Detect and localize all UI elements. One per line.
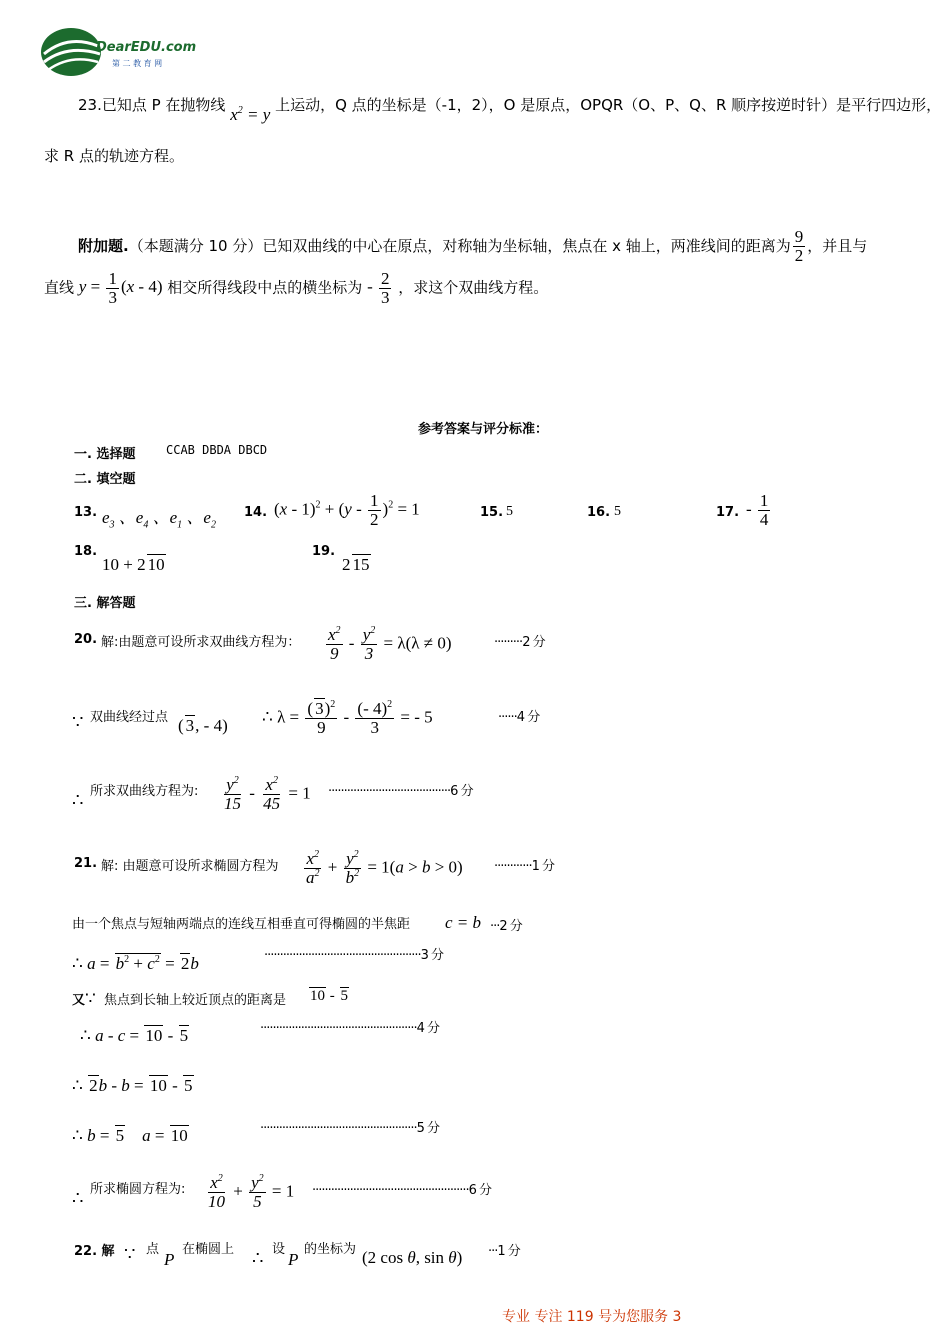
answer-17-number: 17. bbox=[716, 505, 740, 520]
q22-P-2: P bbox=[288, 1250, 299, 1269]
q20-line2-text: 双曲线经过点 bbox=[90, 710, 169, 725]
q22-on-ellipse: 在椭圆上 bbox=[182, 1242, 235, 1257]
q20-result: $\frac{y^2}{15}$ - $\frac{x^2}{45}$ = 1 bbox=[224, 775, 311, 813]
answer-15-number: 15. bbox=[480, 505, 504, 520]
q21-c-equals-b: c = b bbox=[445, 913, 482, 932]
q22-coord-text: 的坐标为 bbox=[304, 1242, 357, 1257]
site-logo bbox=[38, 24, 208, 84]
q20-score-6: ·······································6 分 bbox=[328, 784, 473, 799]
q21-distance: 10 - 5 bbox=[310, 988, 348, 1004]
extra-midpoint-value: - $\frac{2}{3}$ bbox=[367, 269, 390, 307]
q21-equation: $\frac{x^2}{a^2}$ + $\frac{y^2}{b^2}$ = 1(a > b > 0) bbox=[306, 849, 463, 887]
answer-17: - $\frac{1}{4}$ bbox=[746, 491, 769, 529]
answer-15: 5 bbox=[506, 504, 513, 519]
therefore-symbol-2: ∴ bbox=[72, 1188, 84, 1208]
q20-line1-text: 解:由题意可设所求双曲线方程为： bbox=[101, 635, 301, 650]
q23-line1: 23.已知点 P 在抛物线 $x^2 = y$ 上运动，Q 点的坐标是（-1，2），O 是原点，OPQR（O、P、Q、R 顺序按逆时针）是平行四边形， bbox=[78, 96, 942, 124]
section1-label: 一. 选择题 bbox=[74, 447, 136, 462]
q21-score-2: ···2 分 bbox=[490, 919, 522, 934]
logo-brand: DearEDU.com bbox=[96, 40, 197, 55]
because-symbol-1: ∵ bbox=[72, 712, 84, 732]
q21-score-4: ··················································4 分 bbox=[260, 1021, 440, 1036]
q21-score-6: ··················································6 分 bbox=[312, 1183, 492, 1198]
because-symbol-2: ∵ bbox=[124, 1244, 136, 1264]
therefore-symbol-1: ∴ bbox=[72, 790, 84, 810]
logo-subtitle: 第 二 教 育 网 bbox=[112, 59, 163, 68]
q20-score-4: ······4 分 bbox=[498, 710, 540, 725]
extra-line2: 直线 y = $\frac{1}{3}$ (x - 4) 相交所得线段中点的横坐标为 - $\frac{2}{3}$ ，求这个双曲线方程。 bbox=[44, 269, 549, 307]
page-footer: 专业 专注 119 号为您服务 3 bbox=[502, 1309, 682, 1325]
q21-line7-equation: ∴ b = 5 a = 10 bbox=[72, 1126, 188, 1145]
q21-score-3: ··················································3 分 bbox=[264, 948, 444, 963]
q21-line4-also: 又∵ bbox=[72, 989, 96, 1008]
q20-lambda-calc: ∴ λ = $\frac{( 3)^2}{9}$ - $\frac{(- 4)^2}{3}$ = - 5 bbox=[262, 699, 433, 737]
therefore-symbol-3: ∴ bbox=[252, 1248, 264, 1268]
q22-set: 设 bbox=[272, 1242, 286, 1257]
q20-line3-text: 所求双曲线方程为: bbox=[90, 784, 199, 799]
q21-line3-equation: ∴ $a = b^2 + c^2 = 2b$ bbox=[72, 954, 199, 973]
answer-16-number: 16. bbox=[587, 505, 611, 520]
q22-score-1: ···1 分 bbox=[488, 1244, 520, 1259]
extra-directrix-fraction: $\frac{9}{2}$ bbox=[794, 227, 804, 265]
q20-equation: $\frac{x^2}{9}$ - $\frac{y^2}{3}$ = λ(λ ≠ 0) bbox=[328, 625, 452, 663]
q20-point: ( 3, - 4) bbox=[178, 716, 228, 735]
extra-line-equation: y = $\frac{1}{3}$ (x - 4) bbox=[78, 269, 163, 307]
answer-16: 5 bbox=[614, 504, 621, 519]
q20-number: 20. bbox=[74, 632, 98, 647]
q22-coordinates: (2 cos θ, sin θ) bbox=[362, 1248, 463, 1267]
q21-line5-equation: ∴ a - c = 10 - 5 bbox=[80, 1026, 189, 1045]
section3-label: 三. 解答题 bbox=[74, 596, 136, 611]
q22-P-1: P bbox=[164, 1250, 175, 1269]
q21-line2-text: 由一个焦点与短轴两端点的连线互相垂直可得椭圆的半焦距 bbox=[72, 917, 411, 932]
answer-14-number: 14. bbox=[244, 505, 268, 520]
section2-label: 二. 填空题 bbox=[74, 472, 136, 487]
q23-formula: $x^2 = y$ bbox=[230, 105, 271, 124]
q22-point-label: 点 bbox=[146, 1242, 160, 1257]
q21-number: 21. bbox=[74, 856, 98, 871]
answer-13-number: 13. bbox=[74, 505, 98, 520]
answers-title: 参考答案与评分标准： bbox=[418, 422, 549, 437]
q21-result: $\frac{x^2}{10}$ + $\frac{y^2}{5}$ = 1 bbox=[208, 1173, 295, 1211]
q20-score-2: ·········2 分 bbox=[494, 635, 545, 650]
section1-answers: CCAB DBDA DBCD bbox=[166, 443, 268, 457]
answer-19-number: 19. bbox=[312, 544, 336, 559]
q21-line4-text: 焦点到长轴上较近顶点的距离是 bbox=[104, 993, 287, 1008]
q23-line2: 求 R 点的轨迹方程。 bbox=[44, 147, 184, 165]
answer-13: $e_3$ 、$e_4$ 、$e_1$ 、$e_2$ bbox=[102, 508, 216, 531]
q21-line8-text: 所求椭圆方程为: bbox=[90, 1182, 186, 1197]
q22-number: 22. 解 bbox=[74, 1244, 115, 1259]
q21-score-1: ············1 分 bbox=[494, 859, 554, 874]
q21-score-5: ··················································5 分 bbox=[260, 1121, 440, 1136]
answer-14: (x - 1)$^2$ + (y - $\frac{1}{2}$ )$^2$ = 1 bbox=[274, 491, 420, 529]
answer-18-number: 18. bbox=[74, 544, 98, 559]
answer-18: 10 + 2 10 bbox=[102, 555, 165, 574]
extra-line1: 附加题.（本题满分 10 分）已知双曲线的中心在原点，对称轴为坐标轴，焦点在 x 轴上，两准线间的距离为 $\frac{9}{2}$ ，并且与 bbox=[78, 227, 868, 265]
q21-line6-equation: ∴ 2b - b = 10 - 5 bbox=[72, 1076, 193, 1095]
answer-19: 2 15 bbox=[342, 555, 370, 574]
q21-line1-text: 解: 由题意可设所求椭圆方程为 bbox=[101, 859, 279, 874]
